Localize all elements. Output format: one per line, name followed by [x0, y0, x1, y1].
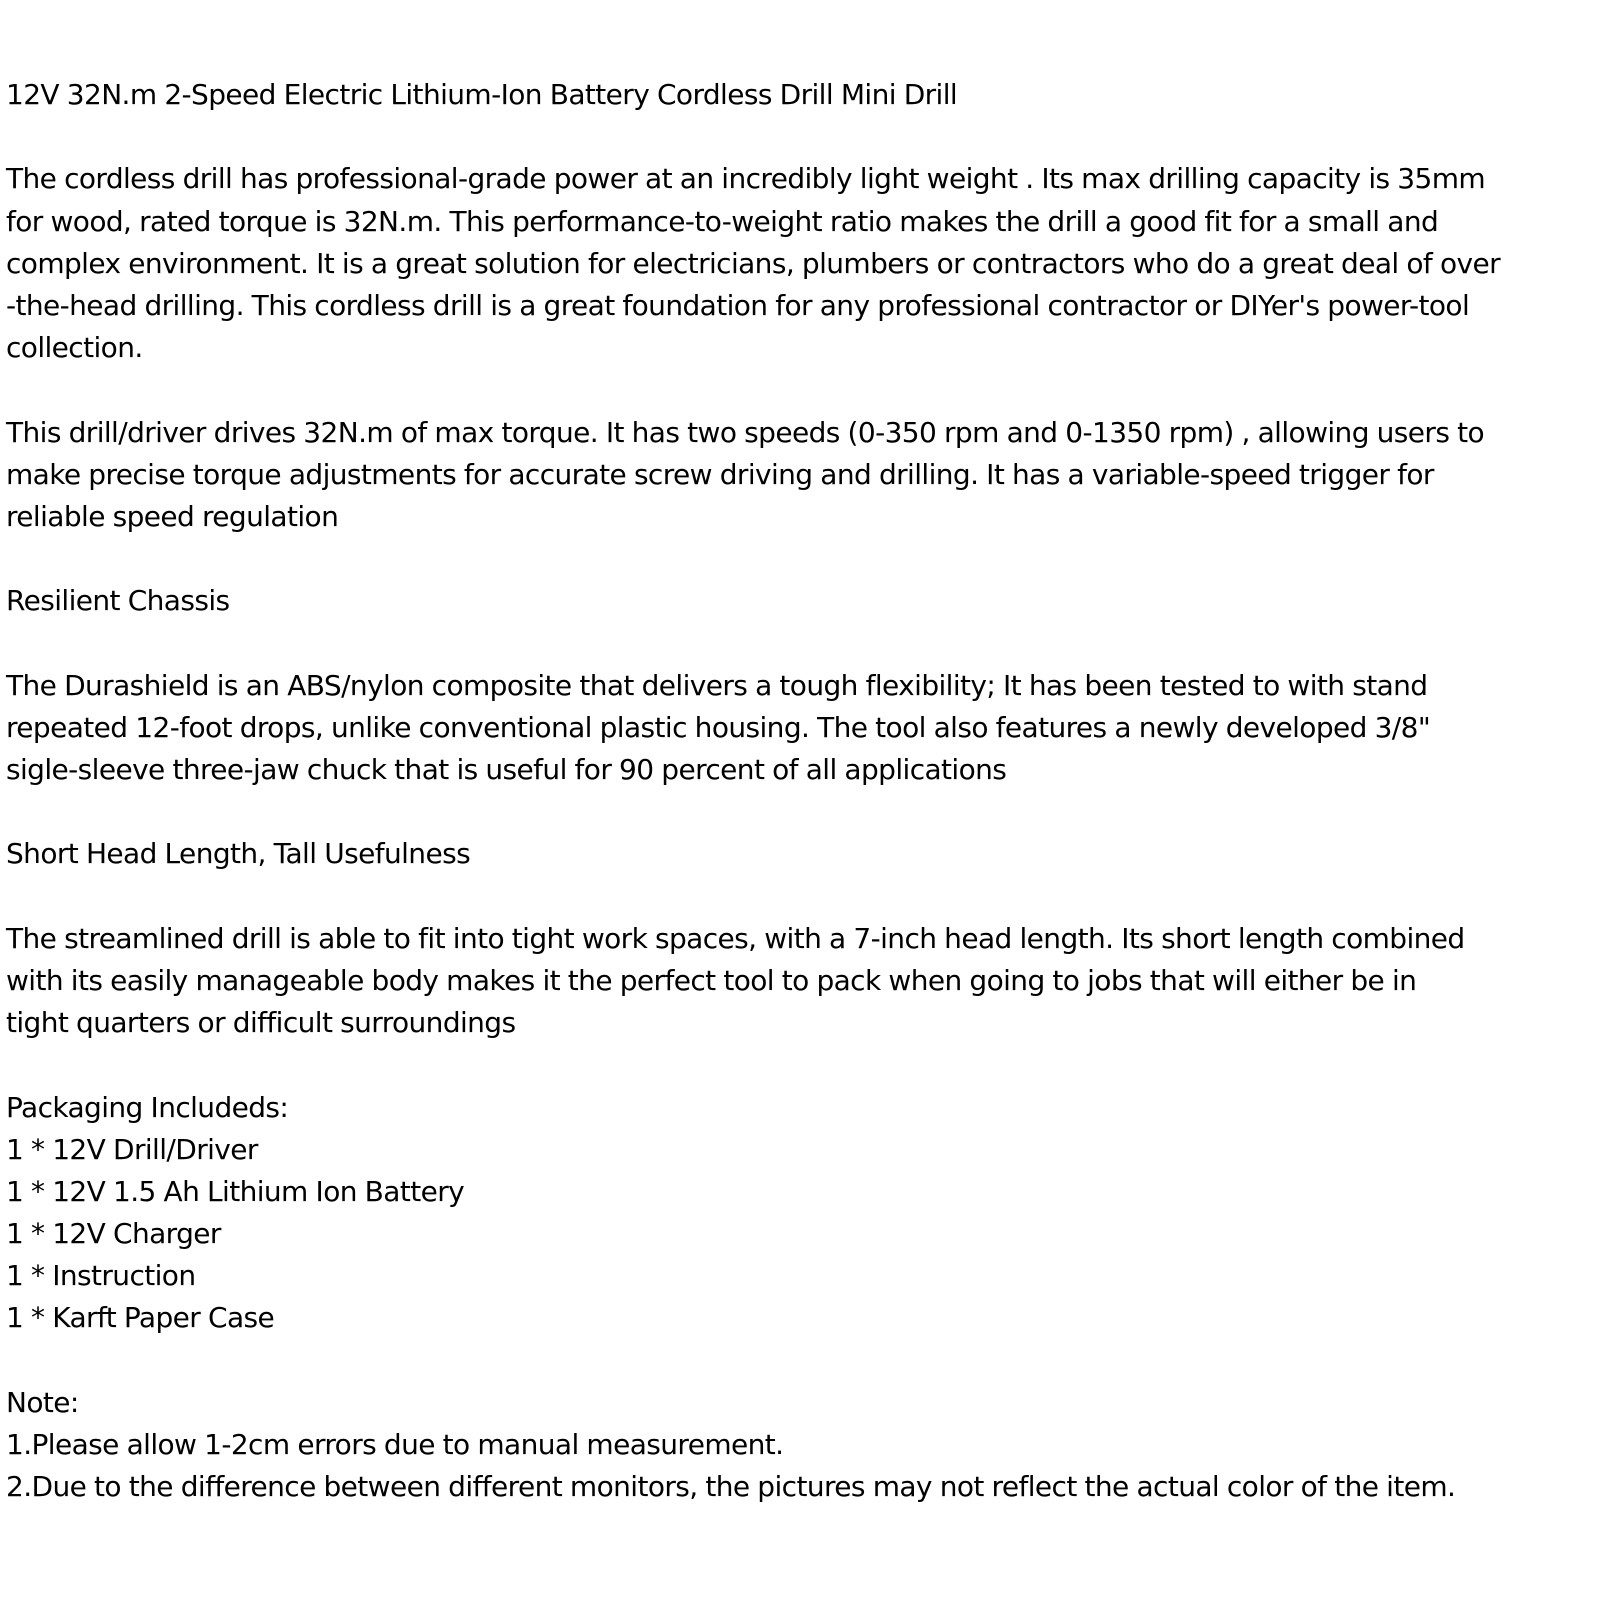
chassis-heading: Resilient Chassis [6, 584, 230, 618]
spacer [6, 538, 1594, 580]
note-item: 1.Please allow 1-2cm errors due to manual measurement. [6, 1428, 784, 1461]
head-length-line: The streamlined drill is able to fit into tight work spaces, with a 7-inch head length. Its short length combined [6, 921, 1465, 955]
packaging-item: 1 * Instruction [6, 1259, 196, 1293]
note-list [6, 1424, 1594, 1508]
torque-line: make precise torque adjustments for accurate screw driving and drilling. It has a variable-speed trigger for [6, 457, 1434, 491]
packaging-heading: Packaging Includeds: [6, 1090, 289, 1124]
spacer [6, 369, 1594, 411]
spacer [6, 1340, 1594, 1382]
intro-line: complex environment. It is a great solution for electricians, plumbers or contractors who do a great deal of over [6, 246, 1501, 280]
spacer [6, 1044, 1594, 1086]
packaging-list [6, 1129, 1594, 1340]
chassis-line: The Durashield is an ABS/nylon composite that delivers a tough flexibility; It has been tested to with stand [6, 668, 1428, 702]
chassis-line: sigle-sleeve three-jaw chuck that is useful for 90 percent of all applications [6, 753, 1007, 786]
note-heading: Note: [6, 1385, 79, 1419]
chassis-line: repeated 12-foot drops, unlike conventional plastic housing. The tool also features a newly developed 3/8" [6, 710, 1431, 744]
torque-line: reliable speed regulation [6, 499, 339, 533]
packaging-item: 1 * 12V Charger [6, 1217, 221, 1251]
intro-line: for wood, rated torque is 32N.m. This performance-to-weight ratio makes the drill a good fit for a small and [6, 204, 1439, 238]
spacer [6, 622, 1594, 664]
intro-line: collection. [6, 331, 143, 365]
spacer [6, 876, 1594, 918]
product-description [6, 74, 1594, 1508]
head-length-line: with its easily manageable body makes it the perfect tool to pack when going to jobs that will either be in [6, 963, 1417, 997]
head-length-heading: Short Head Length, Tall Usefulness [6, 837, 471, 871]
torque-line: This drill/driver drives 32N.m of max torque. It has two speeds (0-350 rpm and 0-1350 rpm) , allowing users to [6, 415, 1485, 449]
product-title: 12V 32N.m 2-Speed Electric Lithium-Ion Battery Cordless Drill Mini Drill [6, 78, 958, 111]
packaging-item: 1 * 12V 1.5 Ah Lithium Ion Battery [6, 1174, 465, 1208]
spacer [6, 791, 1594, 833]
head-length-paragraph [6, 918, 1594, 1045]
intro-line: -the-head drilling. This cordless drill is a great foundation for any professional contractor or DIYer's power-tool [6, 288, 1470, 322]
head-length-line: tight quarters or difficult surroundings [6, 1006, 516, 1040]
torque-paragraph [6, 412, 1594, 539]
spacer [6, 116, 1594, 158]
chassis-paragraph [6, 665, 1594, 792]
note-item: 2.Due to the difference between different monitors, the pictures may not reflect the actual color of the item. [6, 1470, 1456, 1504]
packaging-item: 1 * 12V Drill/Driver [6, 1132, 258, 1166]
packaging-item: 1 * Karft Paper Case [6, 1301, 275, 1335]
intro-line: The cordless drill has professional-grade power at an incredibly light weight . Its max drilling capacity is 35mm [6, 162, 1486, 196]
intro-paragraph [6, 158, 1594, 369]
